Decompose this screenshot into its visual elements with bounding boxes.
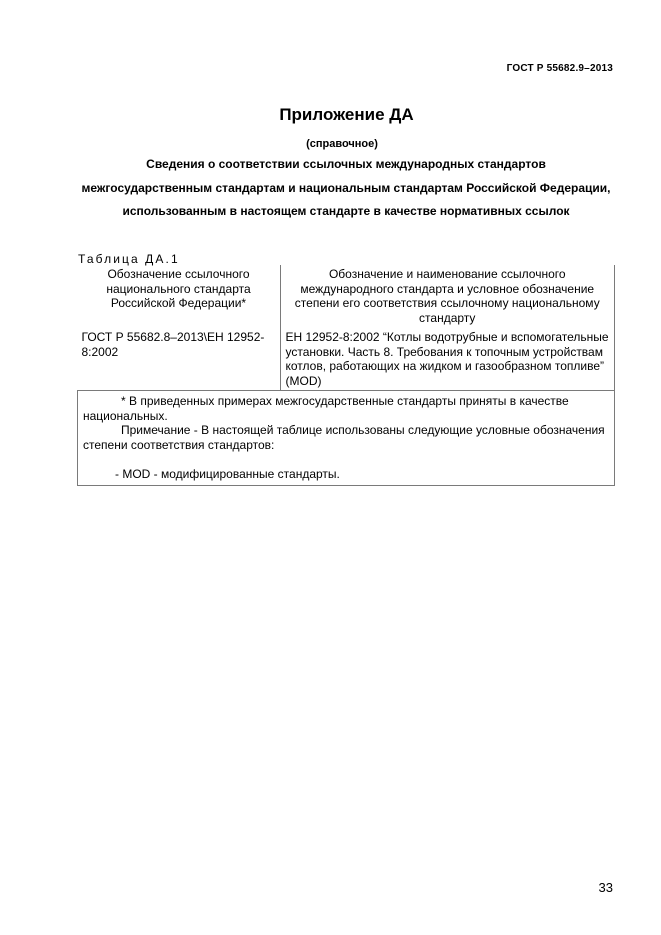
table-row xyxy=(78,326,615,391)
appendix-description: Сведения о соответствии ссылочных международных стандартов межгосударственным стандартам и национальным стандартам Российской Федерации, использованным в настоящем стандарте в качестве нормативных ссылок xyxy=(81,157,611,218)
header-national-standard: Обозначение ссылочного национального стандарта Российской Федерации* xyxy=(78,265,281,326)
reference-table-container xyxy=(77,265,615,486)
page-number: 33 xyxy=(598,880,613,895)
cell-national-standard: ГОСТ Р 55682.8–2013\ЕН 12952-8:2002 xyxy=(78,326,281,391)
legend-mod-text: - MOD - модифицированные стандарты. xyxy=(115,467,340,481)
note-text: Примечание - В настоящей таблице использованы следующие условные обозначения степени соответствия стандартов: xyxy=(83,423,605,452)
cell-international-standard: ЕН 12952-8:2002 “Котлы водотрубные и вспомогательные установки. Часть 8. Требования к топочным устройствам котлов, работающих на жидком и газообразном топливе” (MOD) xyxy=(280,326,615,391)
header-international-standard: Обозначение и наименование ссылочного международного стандарта и условное обозначение степени его соответствия ссылочному национальному стандарту xyxy=(280,265,615,326)
table-caption: Таблица ДА.1 xyxy=(78,252,180,266)
footnote-text: * В приведенных примерах межгосударственные стандарты приняты в качестве национальных. xyxy=(83,394,569,423)
document-code: ГОСТ Р 55682.9–2013 xyxy=(506,63,613,74)
appendix-title: Приложение ДА xyxy=(279,105,414,124)
note xyxy=(83,423,610,452)
table-notes-row xyxy=(78,391,615,486)
table-header-row xyxy=(78,265,615,326)
reference-table xyxy=(77,265,615,486)
table-notes xyxy=(78,391,615,486)
footnote xyxy=(83,394,610,423)
appendix-subtitle: (справочное) xyxy=(306,138,378,150)
legend-mod xyxy=(83,467,610,482)
